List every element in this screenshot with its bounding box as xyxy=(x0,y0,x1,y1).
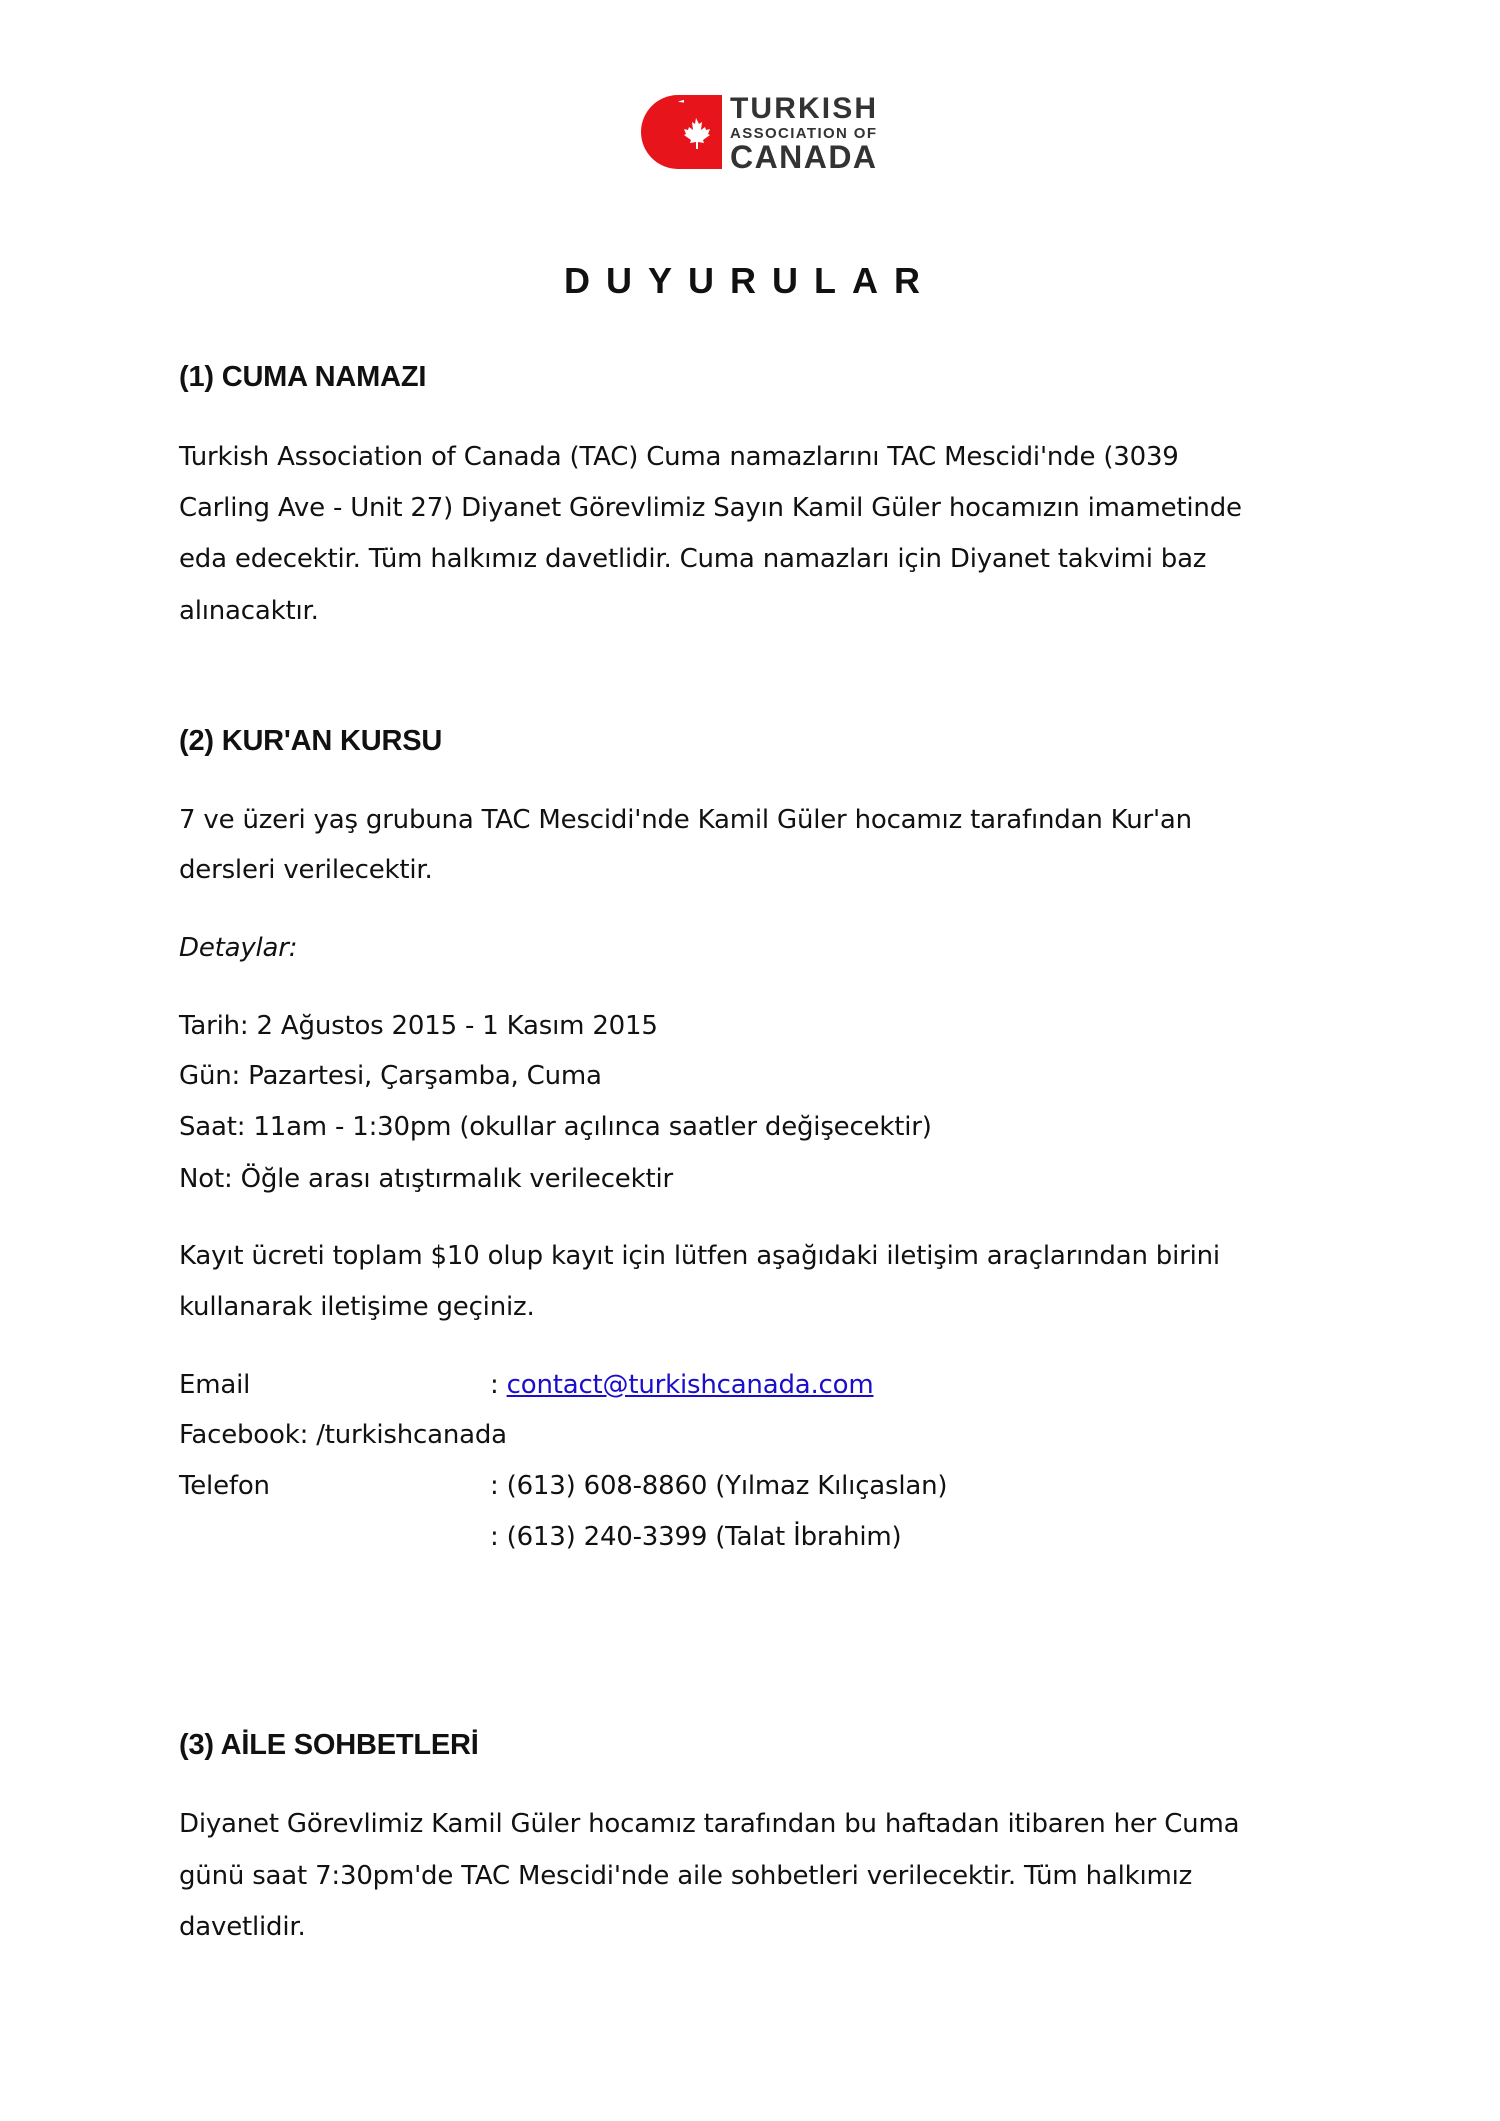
detail-time: Saat: 11am - 1:30pm (okullar açılınca saatler değişecektir) xyxy=(179,1112,932,1142)
phone-1: : (613) 608-8860 (Yılmaz Kılıçaslan) xyxy=(490,1471,948,1501)
paragraph-line: davetlidir. xyxy=(179,1912,306,1942)
page-title: DUYURULAR xyxy=(564,260,936,301)
detail-date: Tarih: 2 Ağustos 2015 - 1 Kasım 2015 xyxy=(179,1011,658,1041)
paragraph-line: dersleri verilecektir. xyxy=(179,855,433,885)
phone-row xyxy=(179,1460,948,1512)
paragraph-line: kullanarak iletişime geçiniz. xyxy=(179,1292,535,1322)
svg-text:ASSOCIATION OF: ASSOCIATION OF xyxy=(730,125,876,142)
phone-label: Telefon xyxy=(179,1471,270,1501)
email-link[interactable]: contact@turkishcanada.com xyxy=(506,1370,874,1400)
section-heading: (1) CUMA NAMAZI xyxy=(179,361,427,393)
paragraph-line: Diyanet Görevlimiz Kamil Güler hocamız tarafından bu haftadan itibaren her Cuma xyxy=(179,1809,1240,1839)
paragraph-line: 7 ve üzeri yaş grubuna TAC Mescidi'nde Kamil Güler hocamız tarafından Kur'an xyxy=(179,805,1192,835)
paragraph-line: eda edecektir. Tüm halkımız davetlidir. Cuma namazları için Diyanet takvimi baz xyxy=(179,544,1207,574)
svg-text:CANADA: CANADA xyxy=(730,139,876,172)
phone-2: : (613) 240-3399 (Talat İbrahim) xyxy=(490,1522,902,1552)
paragraph-line: Carling Ave - Unit 27) Diyanet Görevlimiz Sayın Kamil Güler hocamızın imametinde xyxy=(179,493,1242,523)
details-label: Detaylar: xyxy=(179,933,298,963)
section-heading: (2) KUR'AN KURSU xyxy=(179,725,443,757)
paragraph-line: alınacaktır. xyxy=(179,596,319,626)
paragraph-line: günü saat 7:30pm'de TAC Mescidi'nde aile sohbetleri verilecektir. Tüm halkımız xyxy=(179,1861,1193,1891)
section-heading: (3) AİLE SOHBETLERİ xyxy=(179,1729,479,1761)
email-value xyxy=(490,1359,873,1411)
detail-days: Gün: Pazartesi, Çarşamba, Cuma xyxy=(179,1061,602,1091)
email-label: Email xyxy=(179,1370,251,1400)
email-row xyxy=(179,1359,874,1411)
paragraph-line: Turkish Association of Canada (TAC) Cuma namazlarını TAC Mescidi'nde (3039 xyxy=(179,442,1179,472)
paragraph-line: Kayıt ücreti toplam $10 olup kayıt için lütfen aşağıdaki iletişim araçlarından birini xyxy=(179,1241,1220,1271)
svg-text:TURKISH: TURKISH xyxy=(730,92,876,125)
separator: : xyxy=(490,1370,499,1400)
detail-note: Not: Öğle arası atıştırmalık verilecektir xyxy=(179,1164,673,1194)
facebook-row: Facebook: /turkishcanada xyxy=(179,1420,507,1450)
turkish-association-of-canada-logo xyxy=(638,92,878,172)
